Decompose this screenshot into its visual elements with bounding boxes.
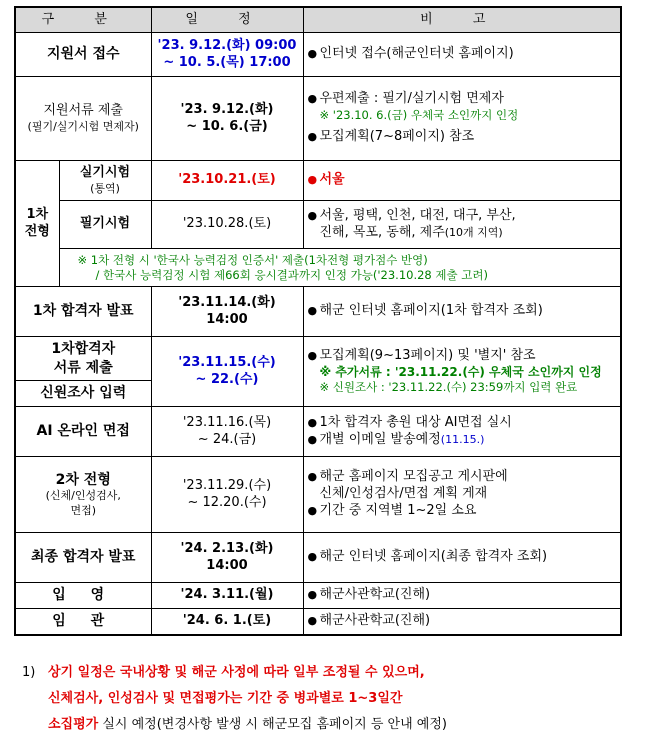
row-entry bbox=[15, 583, 621, 609]
date-practical: '23.10.21.(토) bbox=[151, 161, 303, 201]
footnote-line3-emph: 소집평가 bbox=[48, 717, 99, 732]
note-entry: ● 해군사관학교(진해) bbox=[303, 583, 621, 609]
label-final: 최종 합격자 발표 bbox=[15, 533, 151, 583]
date-application: '23. 9.12.(화) 09:00 ~ 10. 5.(목) 17:00 bbox=[151, 33, 303, 77]
note-ai-interview: ● 1차 합격자 총원 대상 AI면접 실시 ● 개별 이메일 발송예정(11.15.) bbox=[303, 407, 621, 457]
label-background-check: 신원조사 입력 bbox=[15, 381, 151, 407]
label-application: 지원서 접수 bbox=[15, 33, 151, 77]
bullet-icon: ● bbox=[307, 304, 318, 318]
date-pass1: '23.11.14.(화) 14:00 bbox=[151, 287, 303, 337]
row-docs2 bbox=[15, 337, 621, 381]
history-note: ※ 1차 전형 시 '한국사 능력검정 인증서' 제출(1차전형 평가점수 반영) / 한국사 능력검정 시험 제66회 응시결과까지 인정 가능('23.10.28 제출 고려) bbox=[59, 249, 621, 287]
date-final: '24. 2.13.(화) 14:00 bbox=[151, 533, 303, 583]
label-ai-interview: AI 온라인 면접 bbox=[15, 407, 151, 457]
bullet-icon: ● bbox=[307, 208, 318, 222]
note-application: ● 인터넷 접수(해군인터넷 홈페이지) bbox=[303, 33, 621, 77]
note-practical: ● 서울 bbox=[303, 161, 621, 201]
bullet-icon: ● bbox=[307, 47, 318, 61]
row-written-exam bbox=[15, 201, 621, 249]
label-commission: 임 관 bbox=[15, 609, 151, 635]
schedule-table bbox=[14, 6, 622, 636]
bullet-icon: ● bbox=[307, 550, 318, 564]
bullet-icon: ● bbox=[307, 92, 318, 106]
header-schedule: 일 정 bbox=[151, 7, 303, 33]
label-practical: 실기시험 (통역) bbox=[59, 161, 151, 201]
row-practical-exam bbox=[15, 161, 621, 201]
footnote-line1: 상기 일정은 국내상황 및 해군 사정에 따라 일부 조정될 수 있으며, bbox=[48, 665, 425, 680]
note-stage2: ● 해군 홈페이지 모집공고 게시판에 신체/인성검사/면접 계획 게재 ● 기간 중 지역별 1~2일 소요 bbox=[303, 457, 621, 533]
note-written: ● 서울, 평택, 인천, 대전, 대구, 부산, 진해, 목포, 동해, 제주(10개 지역) bbox=[303, 201, 621, 249]
date-docs2: '23.11.15.(수) ~ 22.(수) bbox=[151, 337, 303, 407]
row-documents bbox=[15, 77, 621, 161]
date-commission: '24. 6. 1.(토) bbox=[151, 609, 303, 635]
row-stage2 bbox=[15, 457, 621, 533]
note-commission: ● 해군사관학교(진해) bbox=[303, 609, 621, 635]
label-written: 필기시험 bbox=[59, 201, 151, 249]
bullet-icon: ● bbox=[307, 503, 318, 517]
row-ai-interview bbox=[15, 407, 621, 457]
bullet-icon: ● bbox=[307, 415, 318, 429]
footnote bbox=[22, 660, 632, 738]
footnote-number: 1) bbox=[22, 665, 36, 680]
header-remarks: 비 고 bbox=[303, 7, 621, 33]
bullet-icon: ● bbox=[307, 470, 318, 484]
note-pass1: ● 해군 인터넷 홈페이지(1차 합격자 조회) bbox=[303, 287, 621, 337]
footnote-line3-rest: 실시 예정(변경사항 발생 시 해군모집 홈페이지 등 안내 예정) bbox=[98, 717, 447, 732]
label-documents: 지원서류 제출 (필기/실기시험 면제자) bbox=[15, 77, 151, 161]
note-final: ● 해군 인터넷 홈페이지(최종 합격자 조회) bbox=[303, 533, 621, 583]
header-category: 구 분 bbox=[15, 7, 151, 33]
label-docs2: 1차합격자 서류 제출 bbox=[15, 337, 151, 381]
date-entry: '24. 3.11.(월) bbox=[151, 583, 303, 609]
bullet-icon: ● bbox=[307, 613, 318, 627]
label-pass1: 1차 합격자 발표 bbox=[15, 287, 151, 337]
label-entry: 입 영 bbox=[15, 583, 151, 609]
date-stage2: '23.11.29.(수) ~ 12.20.(수) bbox=[151, 457, 303, 533]
bullet-icon: ● bbox=[307, 432, 318, 446]
row-pass1 bbox=[15, 287, 621, 337]
date-documents: '23. 9.12.(화) ~ 10. 6.(금) bbox=[151, 77, 303, 161]
label-stage2: 2차 전형 (신체/인성검사, 면접) bbox=[15, 457, 151, 533]
row-final bbox=[15, 533, 621, 583]
row-history-note bbox=[15, 249, 621, 287]
row-commission bbox=[15, 609, 621, 635]
note-documents: ● 우편제출 : 필기/실기시험 면제자 ※ '23.10. 6.(금) 우체국 소인까지 인정 ● 모집계획(7~8페이지) 참조 bbox=[303, 77, 621, 161]
row-application bbox=[15, 33, 621, 77]
bullet-icon: ● bbox=[307, 173, 318, 187]
bullet-icon: ● bbox=[307, 588, 318, 602]
note-docs2: ● 모집계획(9~13페이지) 및 '별지' 참조 ※ 추가서류 : '23.11.22.(수) 우체국 소인까지 인정 ※ 신원조사 : '23.11.22.(수) 23:59까지 입력 완료 bbox=[303, 337, 621, 407]
bullet-icon: ● bbox=[307, 348, 318, 362]
footnote-line2: 신체검사, 인성검사 및 면접평가는 기간 중 병과별로 1~3일간 bbox=[48, 691, 403, 706]
label-stage1: 1차 전형 bbox=[15, 161, 59, 287]
date-written: '23.10.28.(토) bbox=[151, 201, 303, 249]
bullet-icon: ● bbox=[307, 129, 318, 143]
header-row bbox=[15, 7, 621, 33]
date-ai-interview: '23.11.16.(목) ~ 24.(금) bbox=[151, 407, 303, 457]
